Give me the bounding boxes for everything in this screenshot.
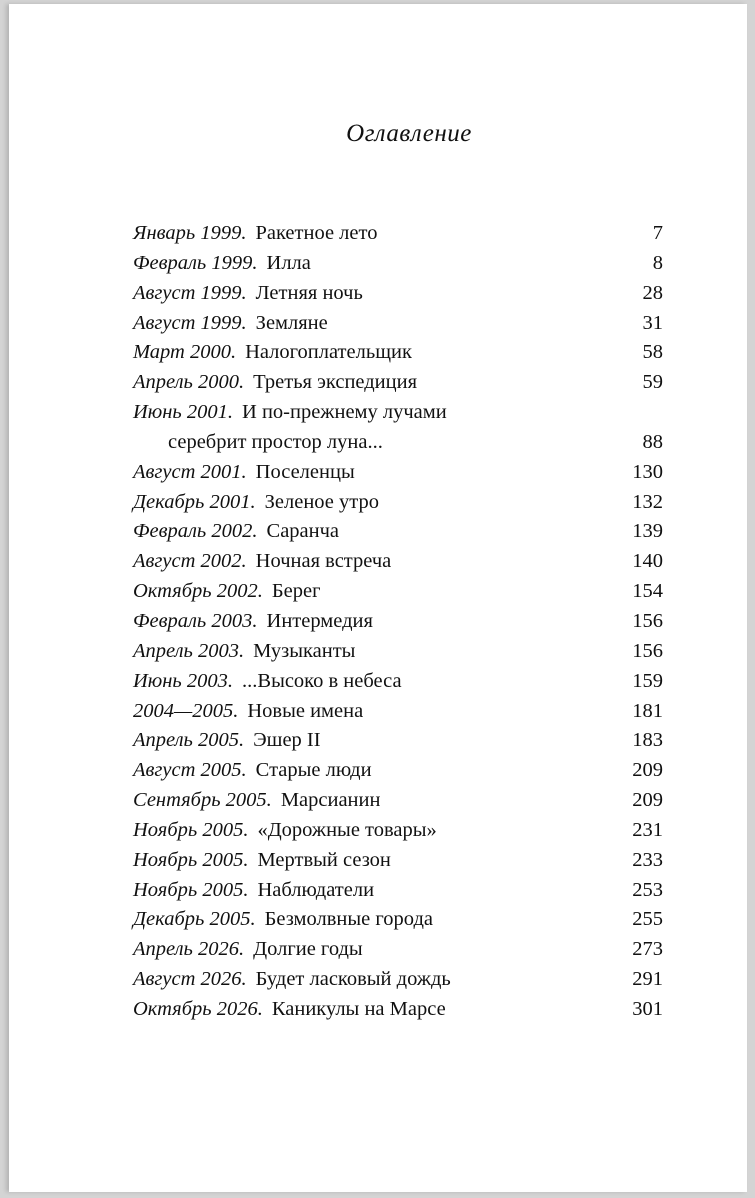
entry-title: Долгие годы xyxy=(253,938,363,961)
entry-date: Декабрь 2001. xyxy=(133,490,256,513)
entry-date: Ноябрь 2005. xyxy=(133,818,249,841)
toc-entry xyxy=(133,995,663,1025)
entry-date: Июнь 2003. xyxy=(133,669,234,692)
toc-entry xyxy=(133,756,663,786)
entry-page: 154 xyxy=(632,580,663,603)
entry-title: Летняя ночь xyxy=(255,281,363,304)
entry-date: Апрель 2026. xyxy=(133,938,245,961)
entry-title: Новые имена xyxy=(247,699,364,722)
toc-entry xyxy=(133,786,663,816)
entry-date: Июнь 2001. xyxy=(133,401,234,424)
entry-date: Декабрь 2005. xyxy=(133,908,256,931)
toc-entry xyxy=(133,577,663,607)
entry-date: Август 1999. xyxy=(133,311,247,334)
entry-page: 273 xyxy=(632,938,663,961)
toc-entry xyxy=(133,279,663,309)
entry-title: Старые люди xyxy=(255,759,372,782)
entry-date: Январь 1999. xyxy=(133,222,247,244)
entry-title-continued: серебрит простор луна... xyxy=(168,430,383,453)
toc-entry xyxy=(133,219,663,249)
entry-title: Зеленое утро xyxy=(264,490,379,513)
entry-page: 132 xyxy=(632,490,663,513)
entry-title: Наблюдатели xyxy=(257,878,375,901)
toc-entry xyxy=(133,458,663,488)
toc-entry xyxy=(133,667,663,697)
entry-page: 209 xyxy=(632,759,663,782)
entry-title: Поселенцы xyxy=(255,460,355,483)
entry-date: Август 2005. xyxy=(133,759,247,782)
entry-page: 7 xyxy=(652,222,663,244)
toc-entry xyxy=(133,398,663,428)
entry-page: 88 xyxy=(642,430,663,453)
entry-page: 58 xyxy=(642,341,663,364)
toc-entry xyxy=(133,726,663,756)
entry-title: Музыканты xyxy=(253,639,356,662)
entry-page: 255 xyxy=(632,908,663,931)
toc-entry xyxy=(133,309,663,339)
toc-entry xyxy=(133,816,663,846)
entry-title: Мертвый сезон xyxy=(257,848,391,871)
toc-entry xyxy=(133,876,663,906)
entry-title: Земляне xyxy=(255,311,328,334)
entry-page: 59 xyxy=(642,371,663,394)
entry-title: Саранча xyxy=(266,520,340,543)
entry-title: Марсианин xyxy=(280,789,381,812)
entry-title: Ракетное лето xyxy=(255,222,378,244)
entry-date: Март 2000. xyxy=(133,341,237,364)
entry-title: Эшер II xyxy=(253,729,321,752)
toc-entry xyxy=(133,637,663,667)
entry-title: Налогоплательщик xyxy=(245,341,412,364)
entry-page: 181 xyxy=(632,699,663,722)
entry-title: Ночная встреча xyxy=(255,550,392,573)
toc-entry-continuation xyxy=(133,428,663,458)
entry-title: ...Высоко в небеса xyxy=(242,669,402,692)
entry-page: 231 xyxy=(632,818,663,841)
entry-page: 130 xyxy=(632,460,663,483)
entry-date: Ноябрь 2005. xyxy=(133,848,249,871)
entry-date: Август 1999. xyxy=(133,281,247,304)
entry-page: 28 xyxy=(642,281,663,304)
entry-date: Октябрь 2026. xyxy=(133,997,263,1020)
entry-date: Октябрь 2002. xyxy=(133,580,263,603)
toc-entry xyxy=(133,607,663,637)
entry-date: Август 2026. xyxy=(133,968,247,991)
toc-entry xyxy=(133,905,663,935)
entry-page: 139 xyxy=(632,520,663,543)
entry-title: Третья экспедиция xyxy=(253,371,418,394)
toc-entry xyxy=(133,965,663,995)
entry-page: 8 xyxy=(652,251,663,274)
entry-date: Апрель 2005. xyxy=(133,729,245,752)
entry-title: Берег xyxy=(271,580,321,603)
entry-page: 156 xyxy=(632,609,663,632)
entry-date: Август 2002. xyxy=(133,550,247,573)
toc-entry xyxy=(133,249,663,279)
entry-page: 31 xyxy=(642,311,663,334)
toc-entry xyxy=(133,935,663,965)
toc-entry xyxy=(133,697,663,727)
entry-title: Илла xyxy=(266,251,311,274)
entry-date: Февраль 1999. xyxy=(133,251,258,274)
entry-page: 233 xyxy=(632,848,663,871)
entry-date: Апрель 2003. xyxy=(133,639,245,662)
entry-date: Апрель 2000. xyxy=(133,371,245,394)
entry-date: Сентябрь 2005. xyxy=(133,789,272,812)
page-title: Оглавление xyxy=(346,120,472,147)
toc-entry xyxy=(133,547,663,577)
entry-title: Безмолвные города xyxy=(264,908,433,931)
entry-title: «Дорожные товары» xyxy=(257,818,437,841)
entry-page: 159 xyxy=(632,669,663,692)
entry-title: Будет ласковый дождь xyxy=(255,968,451,991)
entry-page: 156 xyxy=(632,639,663,662)
entry-date: Ноябрь 2005. xyxy=(133,878,249,901)
toc-entry xyxy=(133,846,663,876)
entry-page: 301 xyxy=(632,997,663,1020)
toc-entry xyxy=(133,368,663,398)
entry-title: Каникулы на Марсе xyxy=(271,997,446,1020)
entry-title: Интермедия xyxy=(266,609,373,632)
entry-page: 140 xyxy=(632,550,663,573)
table-of-contents xyxy=(133,219,663,1025)
entry-title: И по-прежнему лучами xyxy=(242,401,447,424)
entry-date: Февраль 2003. xyxy=(133,609,258,632)
entry-date: Февраль 2002. xyxy=(133,520,258,543)
entry-page: 209 xyxy=(632,789,663,812)
document-page xyxy=(9,4,747,1192)
entry-date: 2004—2005. xyxy=(133,699,239,722)
entry-page: 291 xyxy=(632,968,663,991)
entry-page: 253 xyxy=(632,878,663,901)
entry-date: Август 2001. xyxy=(133,460,247,483)
entry-page: 183 xyxy=(632,729,663,752)
toc-entry xyxy=(133,338,663,368)
toc-entry xyxy=(133,517,663,547)
toc-entry xyxy=(133,488,663,518)
